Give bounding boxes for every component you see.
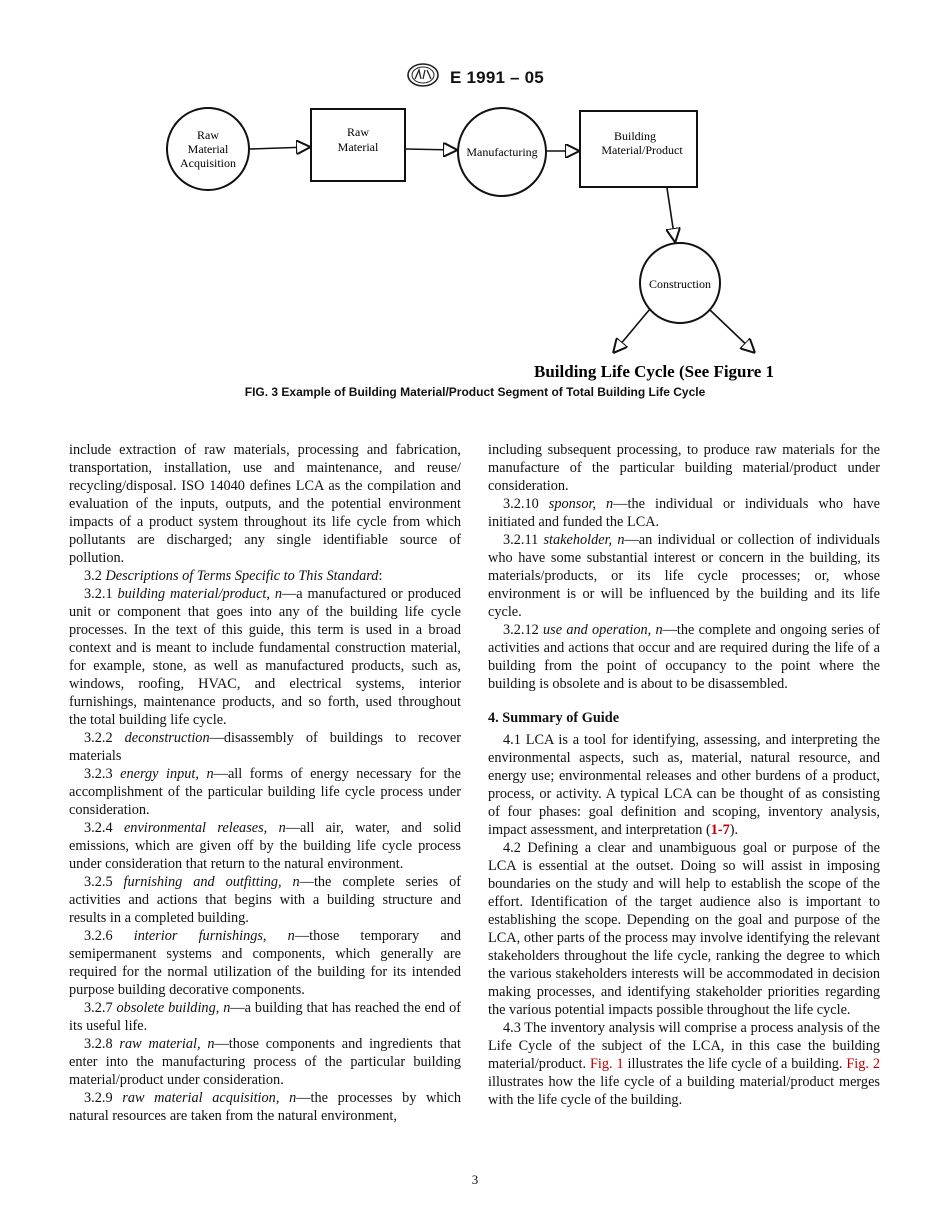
astm-logo-icon	[406, 62, 440, 93]
node-label-line: Building	[613, 129, 657, 143]
term: sponsor, n	[548, 496, 614, 512]
node-label-line: Material/Product	[601, 143, 683, 157]
figure-link[interactable]: Fig. 1	[589, 1056, 624, 1072]
standard-id: E 1991 – 05	[450, 67, 544, 87]
arrow-construction-down-left	[614, 309, 650, 352]
term: interior furnishings, n	[133, 928, 295, 944]
definition-text: —the complete series of activities and actions that begins with a building structure and results in a completed building.	[69, 874, 461, 926]
building-life-cycle-label: Building Life Cycle (See Figure 1	[534, 362, 775, 381]
node-manufacturing	[458, 108, 546, 196]
clause-number: 3.2.9	[84, 1090, 113, 1106]
node-raw-material	[311, 109, 405, 181]
clause-number: 3.2.7	[84, 1000, 113, 1016]
clause-number: 3.2	[84, 568, 102, 584]
paragraph: including subsequent processing, to produce raw materials for the manufacture of the particular building material/product under consideration.	[488, 442, 880, 494]
definition-3-2-8	[69, 1035, 461, 1089]
definition-3-2-7	[69, 999, 461, 1035]
figure-3-diagram	[150, 96, 800, 386]
definition-text: —the individual or individuals who have initiated and funded the LCA.	[488, 496, 881, 530]
definition-3-2-10	[488, 495, 880, 531]
definition-text: —disassembly of buildings to recover materials	[69, 730, 461, 764]
paragraph-text: illustrates how the life cycle of a building material/product merges with the life cycle of the building.	[488, 1074, 880, 1108]
definition-3-2-3	[69, 765, 461, 819]
paragraph-3-2	[69, 567, 461, 585]
term: energy input, n	[120, 766, 214, 782]
term: building material/product, n	[117, 586, 282, 602]
definition-3-2-5	[69, 873, 461, 927]
term: raw material acquisition, n	[122, 1090, 297, 1106]
figure-link[interactable]: Fig. 2	[846, 1056, 881, 1072]
definition-3-2-11	[488, 531, 880, 621]
clause-number: 3.2.4	[84, 820, 113, 836]
node-label: Manufacturing	[466, 145, 538, 159]
definition-text: —the processes by which natural resources are taken from the natural environment,	[69, 1090, 461, 1124]
node-label-line: Raw	[197, 128, 219, 142]
node-label-line: Material	[187, 142, 229, 156]
paragraph-text: 4.1 LCA is a tool for identifying, assessing, and interpreting the environmental aspects, such as, material, natural resource, and energy use; environmental releases and other burdens of a product, process, or activity. A typical LCA can be thought of as consisting of four phases: goal definition and scoping, inventory analysis, impact assessment, and interpretation (	[488, 732, 880, 838]
definition-text: —an individual or collection of individuals who have some substantial interest or concern in the building, its materials/products, or its life cycle processes; or, whose environment is or will be influenced by the building and its life cycle.	[488, 532, 880, 620]
definition-text: —those components and ingredients that enter into the manufacturing process of the particular building material/product under consideration.	[69, 1036, 461, 1088]
definition-text: —a manufactured or produced unit or component that goes into any of the building life cycle processes. In the text of this guide, this term is used in a broad context and is meant to include fundamental construction material, for example, stone, as well as manufactured products, such as, windows, roofing, HVAC, and electrical systems, interior furnishings, maintenance products, and so forth, used throughout the total building life cycle.	[69, 586, 461, 728]
clause-number: 3.2.8	[84, 1036, 113, 1052]
clause-number: 3.2.3	[84, 766, 113, 782]
arrow-construction-down-right	[710, 310, 754, 352]
left-column	[69, 441, 461, 1125]
definition-text: —the complete and ongoing series of activities and actions that occur and are required during the life of a building from the point of occupancy to the point where the building is obsolete and is about to be disassembled.	[488, 622, 881, 692]
definition-text: —a building that has reached the end of its useful life.	[69, 1000, 462, 1034]
clause-number: 3.2.10	[503, 496, 539, 512]
term: obsolete building, n	[116, 1000, 231, 1016]
page-number: 3	[471, 1172, 479, 1187]
definition-3-2-9	[69, 1089, 461, 1125]
paragraph-4-2: 4.2 Defining a clear and unambiguous goal or purpose of the LCA is essential at the outset. Doing so will assist in imposing boundaries on the study and will help to establish the scope of the effort. Identification of the target audience also is important to establishing the scope. Depending on the goal and purpose of the LCA, other parts of the process may involve identifying the relevant stakeholders throughout the life cycle, ranking the degree to which the various stakeholders interests will be accommodated in decision making processes, and identifying stakeholder priorities regarding the various potential impacts possible throughout the life cycle.	[488, 840, 880, 1018]
reference-link[interactable]: 1-7	[710, 822, 730, 838]
clause-number: 3.2.1	[84, 586, 113, 602]
definition-3-2-2	[69, 729, 461, 765]
clause-number: 3.2.2	[84, 730, 113, 746]
paragraph: include extraction of raw materials, processing and fabrication, transportation, installation, use and maintenance, and reuse/ recycling/disposal. ISO 14040 defines LCA as the compilation and evaluation of the inputs, outputs, and the potential environment impacts of a product system throughout its life cycle from which pollutants are discharged; any single identifiable source of pollution.	[69, 442, 461, 566]
definition-3-2-4	[69, 819, 461, 873]
clause-number: 3.2.6	[84, 928, 113, 944]
term: raw material, n	[119, 1036, 215, 1052]
figure-caption: FIG. 3 Example of Building Material/Product Segment of Total Building Life Cycle	[244, 385, 706, 399]
node-raw-material-acquisition	[167, 108, 249, 190]
node-label-line: Material	[337, 140, 379, 154]
paragraph-text: illustrates the life cycle of a building.	[627, 1056, 843, 1072]
term: deconstruction	[124, 730, 210, 746]
definition-text: —those temporary and semipermanent systems and components, which generally are required for the normal utilization of the building for its intended purpose building decorative components.	[69, 928, 461, 998]
definition-3-2-6	[69, 927, 461, 999]
paragraph-text: 4.3 The inventory analysis will comprise a process analysis of the Life Cycle of the subject of the LCA, in this case the building material/product.	[488, 1020, 880, 1072]
definition-text: —all air, water, and solid emissions, which are given off by the building life cycle process under consideration that return to the natural environment.	[69, 820, 462, 872]
node-label: Construction	[649, 277, 711, 291]
node-label-line: Raw	[347, 125, 369, 139]
right-column	[488, 441, 880, 1109]
arrow-raw-material-to-manufacturing	[406, 149, 456, 150]
term: use and operation, n	[543, 622, 663, 638]
term: stakeholder, n	[543, 532, 625, 548]
paragraph-4-1	[488, 731, 880, 839]
arrow-acquisition-to-raw-material	[250, 147, 309, 149]
definition-3-2-1	[69, 585, 461, 729]
term: furnishing and outfitting, n	[123, 874, 300, 890]
definition-3-2-12	[488, 621, 880, 693]
clause-number: 3.2.5	[84, 874, 113, 890]
paragraph-4-3	[488, 1019, 880, 1109]
definition-text: —all forms of energy necessary for the accomplishment of the particular building life cycle process under consideration.	[69, 766, 461, 818]
node-construction	[640, 243, 720, 323]
paragraph-text: ).	[729, 822, 739, 838]
page-header	[0, 62, 950, 93]
clause-title: Descriptions of Terms Specific to This Standard	[105, 568, 379, 584]
clause-number: 3.2.12	[503, 622, 539, 638]
node-building-material-product	[580, 111, 697, 187]
arrow-building-material-to-construction	[667, 188, 675, 241]
node-label-line: Acquisition	[180, 156, 236, 170]
term: environmental releases, n	[123, 820, 286, 836]
clause-text: :	[378, 568, 383, 584]
section-heading: 4. Summary of Guide	[488, 710, 620, 726]
clause-number: 3.2.11	[503, 532, 539, 548]
